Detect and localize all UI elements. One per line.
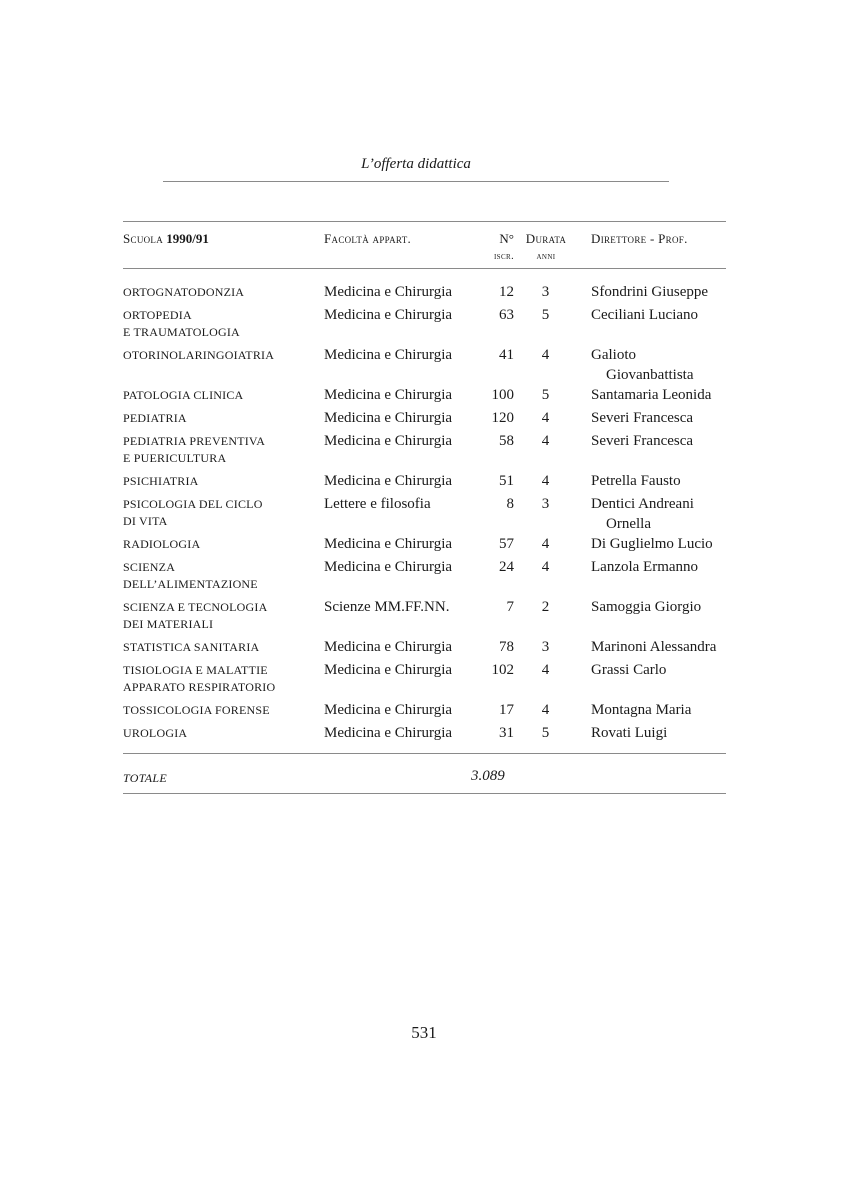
director-line: Petrella Fausto bbox=[591, 473, 681, 489]
enrolled-count: 58 bbox=[499, 433, 514, 449]
school-name bbox=[123, 597, 318, 633]
director-line: Severi Francesca bbox=[591, 410, 694, 426]
table-row bbox=[123, 431, 726, 471]
table-row bbox=[123, 637, 726, 660]
director bbox=[591, 385, 731, 405]
school-name-line: PSICHIATRIA bbox=[123, 474, 199, 488]
school-name bbox=[123, 471, 318, 490]
table-row bbox=[123, 660, 726, 700]
director bbox=[591, 305, 731, 325]
school-name-line: STATISTICA SANITARIA bbox=[123, 640, 260, 654]
page-number: 531 bbox=[411, 1023, 437, 1042]
schools-table bbox=[123, 221, 726, 794]
faculty: Medicina e Chirurgia bbox=[324, 410, 453, 426]
school-name bbox=[123, 282, 318, 301]
school-name bbox=[123, 305, 318, 341]
table-row bbox=[123, 471, 726, 494]
faculty: Medicina e Chirurgia bbox=[324, 536, 453, 552]
director-line: Galioto bbox=[591, 347, 636, 363]
school-name bbox=[123, 534, 318, 553]
school-name bbox=[123, 431, 318, 467]
school-name-line: DEI MATERIALI bbox=[123, 617, 214, 631]
director-line: Severi Francesca bbox=[591, 433, 694, 449]
header-iscr bbox=[473, 230, 514, 266]
header-scuola-year: 1990/91 bbox=[166, 231, 209, 246]
school-name-line: PEDIATRIA bbox=[123, 411, 187, 425]
enrolled-count: 7 bbox=[506, 599, 514, 615]
total-bottom-rule bbox=[123, 793, 726, 794]
header-durata-top: Durata bbox=[525, 231, 567, 246]
school-name-line: ORTOPEDIA bbox=[123, 308, 192, 322]
enrolled-count: 63 bbox=[499, 307, 514, 323]
school-name-line: OTORINOLARINGOIATRIA bbox=[123, 348, 275, 362]
table-row bbox=[123, 408, 726, 431]
director bbox=[591, 345, 731, 385]
duration-years: 5 bbox=[541, 725, 550, 741]
duration-years: 4 bbox=[541, 662, 550, 678]
duration-years: 3 bbox=[541, 496, 550, 512]
enrolled-count: 100 bbox=[491, 387, 514, 403]
school-name-line: DI VITA bbox=[123, 514, 168, 528]
director-line: Samoggia Giorgio bbox=[591, 599, 702, 615]
school-name-line: UROLOGIA bbox=[123, 726, 188, 740]
faculty: Medicina e Chirurgia bbox=[324, 702, 453, 718]
school-name bbox=[123, 723, 318, 742]
director bbox=[591, 597, 731, 617]
director-line: Montagna Maria bbox=[591, 702, 692, 718]
enrolled-count: 78 bbox=[499, 639, 514, 655]
director bbox=[591, 471, 731, 491]
director bbox=[591, 408, 731, 428]
school-name-line: PEDIATRIA PREVENTIVA bbox=[123, 434, 266, 448]
school-name bbox=[123, 494, 318, 530]
table-row bbox=[123, 723, 726, 746]
duration-years: 4 bbox=[541, 347, 550, 363]
faculty: Medicina e Chirurgia bbox=[324, 725, 453, 741]
faculty: Medicina e Chirurgia bbox=[324, 662, 453, 678]
running-head: L’offerta didattica bbox=[361, 156, 471, 172]
director bbox=[591, 282, 731, 302]
faculty: Medicina e Chirurgia bbox=[324, 307, 453, 323]
enrolled-count: 120 bbox=[491, 410, 514, 426]
faculty: Medicina e Chirurgia bbox=[324, 559, 453, 575]
director-line: Ceciliani Luciano bbox=[591, 307, 699, 323]
enrolled-count: 31 bbox=[499, 725, 514, 741]
enrolled-count: 17 bbox=[499, 702, 514, 718]
director-line: Ornella bbox=[606, 516, 651, 532]
faculty: Medicina e Chirurgia bbox=[324, 639, 453, 655]
enrolled-count: 102 bbox=[491, 662, 514, 678]
table-row bbox=[123, 305, 726, 345]
table-header bbox=[123, 222, 726, 268]
school-name-line: E PUERICULTURA bbox=[123, 451, 227, 465]
director-line: Dentici Andreani bbox=[591, 496, 694, 512]
table-row bbox=[123, 282, 726, 305]
school-name-line: E TRAUMATOLOGIA bbox=[123, 325, 240, 339]
table-row bbox=[123, 385, 726, 408]
header-durata bbox=[519, 230, 573, 266]
header-iscr-top: N° bbox=[499, 231, 514, 246]
school-name-line: TOSSICOLOGIA FORENSE bbox=[123, 703, 270, 717]
director bbox=[591, 700, 731, 720]
director bbox=[591, 494, 731, 534]
school-name-line: ORTOGNATODONZIA bbox=[123, 285, 245, 299]
faculty: Lettere e filosofia bbox=[324, 496, 431, 512]
school-name-line: TISIOLOGIA E MALATTIE bbox=[123, 663, 268, 677]
director-line: Di Guglielmo Lucio bbox=[591, 536, 713, 552]
director-line: Grassi Carlo bbox=[591, 662, 667, 678]
total-label: TOTALE bbox=[123, 771, 168, 785]
school-name-line: DELL’ALIMENTAZIONE bbox=[123, 577, 258, 591]
director bbox=[591, 557, 731, 577]
header-iscr-bottom: iscr. bbox=[493, 251, 514, 262]
school-name-line: PSICOLOGIA DEL CICLO bbox=[123, 497, 263, 511]
faculty: Medicina e Chirurgia bbox=[324, 473, 453, 489]
director-line: Santamaria Leonida bbox=[591, 387, 712, 403]
table-row bbox=[123, 700, 726, 723]
director bbox=[591, 534, 731, 554]
school-name bbox=[123, 700, 318, 719]
header-rule bbox=[163, 181, 669, 182]
duration-years: 2 bbox=[541, 599, 550, 615]
faculty: Medicina e Chirurgia bbox=[324, 433, 453, 449]
table-row bbox=[123, 345, 726, 385]
school-name bbox=[123, 637, 318, 656]
school-name-line: SCIENZA bbox=[123, 560, 176, 574]
duration-years: 3 bbox=[541, 284, 550, 300]
director bbox=[591, 431, 731, 451]
school-name bbox=[123, 345, 318, 364]
duration-years: 5 bbox=[541, 307, 550, 323]
school-name-line: APPARATO RESPIRATORIO bbox=[123, 680, 276, 694]
enrolled-count: 8 bbox=[506, 496, 514, 512]
director bbox=[591, 723, 731, 743]
school-name bbox=[123, 385, 318, 404]
director-line: Lanzola Ermanno bbox=[591, 559, 699, 575]
school-name bbox=[123, 660, 318, 696]
enrolled-count: 24 bbox=[499, 559, 514, 575]
duration-years: 4 bbox=[541, 473, 550, 489]
enrolled-count: 51 bbox=[499, 473, 514, 489]
school-name bbox=[123, 557, 318, 593]
school-name-line: RADIOLOGIA bbox=[123, 537, 201, 551]
table-row bbox=[123, 494, 726, 534]
enrolled-count: 12 bbox=[499, 284, 514, 300]
header-scuola-label: Scuola bbox=[123, 231, 164, 246]
director-line: Rovati Luigi bbox=[591, 725, 668, 741]
faculty: Medicina e Chirurgia bbox=[324, 347, 453, 363]
total-row bbox=[123, 754, 726, 793]
director-line: Sfondrini Giuseppe bbox=[591, 284, 709, 300]
table-row bbox=[123, 534, 726, 557]
faculty: Medicina e Chirurgia bbox=[324, 284, 453, 300]
duration-years: 4 bbox=[541, 559, 550, 575]
duration-years: 3 bbox=[541, 639, 550, 655]
school-name-line: SCIENZA E TECNOLOGIA bbox=[123, 600, 268, 614]
director bbox=[591, 660, 731, 680]
school-name bbox=[123, 408, 318, 427]
duration-years: 4 bbox=[541, 702, 550, 718]
director-line: Giovanbattista bbox=[606, 367, 694, 383]
total-value: 3.089 bbox=[471, 768, 505, 784]
school-name-line: PATOLOGIA CLINICA bbox=[123, 388, 244, 402]
faculty: Medicina e Chirurgia bbox=[324, 387, 453, 403]
table-body bbox=[123, 269, 726, 753]
duration-years: 5 bbox=[541, 387, 550, 403]
faculty: Scienze MM.FF.NN. bbox=[324, 599, 450, 615]
header-facolta: Facoltà appart. bbox=[324, 231, 412, 246]
director bbox=[591, 637, 731, 657]
duration-years: 4 bbox=[541, 536, 550, 552]
table-row bbox=[123, 557, 726, 597]
header-scuola bbox=[123, 230, 209, 248]
enrolled-count: 41 bbox=[499, 347, 514, 363]
duration-years: 4 bbox=[541, 433, 550, 449]
header-durata-bottom: anni bbox=[536, 251, 556, 262]
enrolled-count: 57 bbox=[499, 536, 514, 552]
header-direttore: Direttore - Prof. bbox=[591, 231, 688, 246]
director-line: Marinoni Alessandra bbox=[591, 639, 717, 655]
duration-years: 4 bbox=[541, 410, 550, 426]
table-row bbox=[123, 597, 726, 637]
